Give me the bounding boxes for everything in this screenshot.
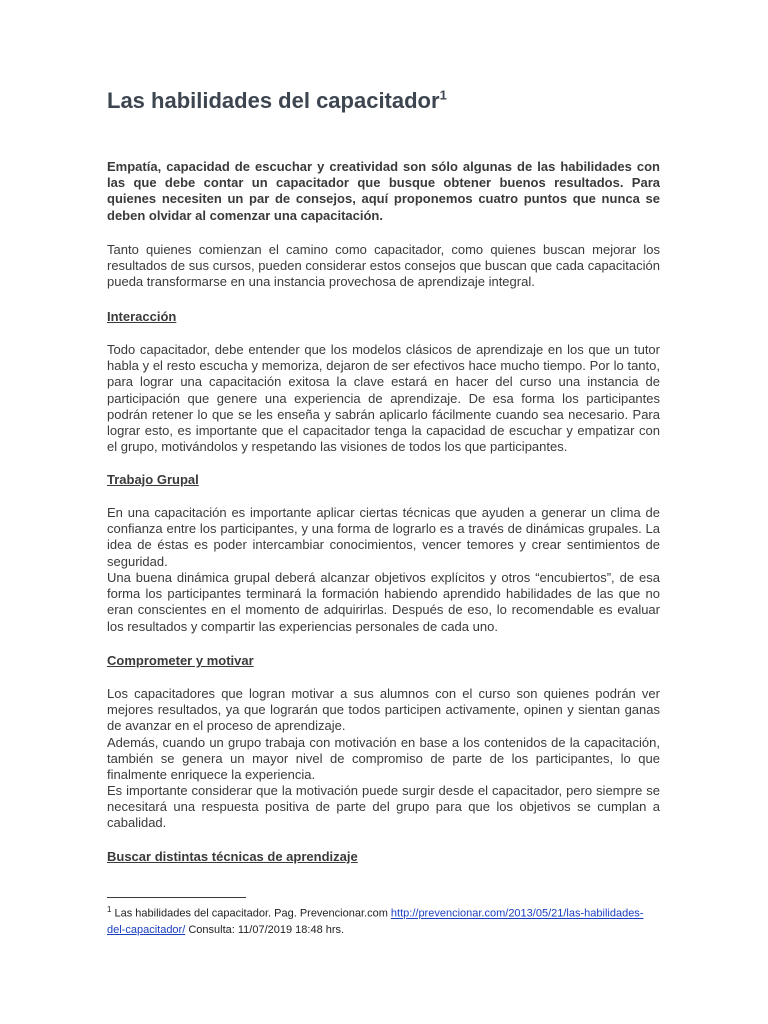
footnote-suffix: Consulta: 11/07/2019 18:48 hrs. bbox=[185, 923, 345, 936]
footnote-separator bbox=[107, 897, 246, 898]
section-heading-buscar-tecnicas: Buscar distintas técnicas de aprendizaje bbox=[107, 849, 358, 864]
trabajo-grupal-paragraph-1: En una capacitación es importante aplicar ciertas técnicas que ayuden a generar un clima de confianza entre los participantes, y una forma de lograrlo es a través de dinámicas grupales. La idea de éstas es poder intercambiar conocimientos, vencer temores y crear sentimientos de seguridad. bbox=[107, 505, 660, 569]
intro-paragraph: Tanto quienes comienzan el camino como capacitador, como quienes buscan mejorar los resultados de sus cursos, pueden considerar estos consejos que buscan que cada capacitación pueda transformarse en una instancia provechosa de aprendizaje integral. bbox=[107, 242, 660, 290]
footnote bbox=[107, 902, 660, 938]
document-title bbox=[107, 88, 447, 114]
comprometer-paragraph-3: Es importante considerar que la motivación puede surgir desde el capacitador, pero siempre se necesitará una respuesta positiva de parte del grupo para que los objetivos se cumplan a cabalidad. bbox=[107, 783, 660, 831]
title-text: Las habilidades del capacitador bbox=[107, 88, 440, 113]
footnote-mark: 1 bbox=[107, 905, 112, 914]
section-heading-comprometer: Comprometer y motivar bbox=[107, 653, 254, 668]
trabajo-grupal-paragraph-2: Una buena dinámica grupal deberá alcanzar objetivos explícitos y otros “encubiertos”, de esa forma los participantes terminará la formación habiendo aprendido habilidades de las que no eran conscientes en el momento de adquirirlas. Después de eso, lo recomendable es evaluar los resultados y compartir las experiencias personales de cada uno. bbox=[107, 570, 660, 634]
section-heading-interaccion: Interacción bbox=[107, 309, 177, 324]
title-footnote-mark[interactable]: 1 bbox=[439, 87, 447, 103]
comprometer-paragraph-1: Los capacitadores que logran motivar a sus alumnos con el curso son quienes podrán ver mejores resultados, ya que lograrán que todos participen activamente, opinen y sientan ganas de avanzar en el proceso de aprendizaje. bbox=[107, 686, 660, 734]
section-heading-trabajo-grupal: Trabajo Grupal bbox=[107, 472, 199, 487]
footnote-text: Las habilidades del capacitador. Pag. Prevencionar.com bbox=[114, 907, 391, 920]
footnote-link[interactable]: http://prevencionar.com/2013/05/21/las-habilidades-del-capacitador/ bbox=[107, 907, 644, 936]
interaccion-paragraph: Todo capacitador, debe entender que los modelos clásicos de aprendizaje en los que un tutor habla y el resto escucha y memoriza, dejaron de ser efectivos hace mucho tiempo. Por lo tanto, para lograr una capacitación exitosa la clave estará en hacer del curso una instancia de participación que genere una experiencia de aprendizaje. De esa forma los participantes podrán retener lo que se les enseña y sabrán aplicarlo fácilmente cuando sea necesario. Para lograr esto, es importante que el capacitador tenga la capacidad de escuchar y empatizar con el grupo, motivándolos y respetando las visiones de todos los que participantes. bbox=[107, 342, 660, 455]
comprometer-paragraph-2: Además, cuando un grupo trabaja con motivación en base a los contenidos de la capacitación, también se genera un mayor nivel de compromiso de parte de los participantes, lo que finalmente enriquece la experiencia. bbox=[107, 735, 660, 783]
lead-paragraph: Empatía, capacidad de escuchar y creatividad son sólo algunas de las habilidades con las que debe contar un capacitador que busque obtener buenos resultados. Para quienes necesiten un par de consejos, aquí proponemos cuatro puntos que nunca se deben olvidar al comenzar una capacitación. bbox=[107, 159, 660, 223]
